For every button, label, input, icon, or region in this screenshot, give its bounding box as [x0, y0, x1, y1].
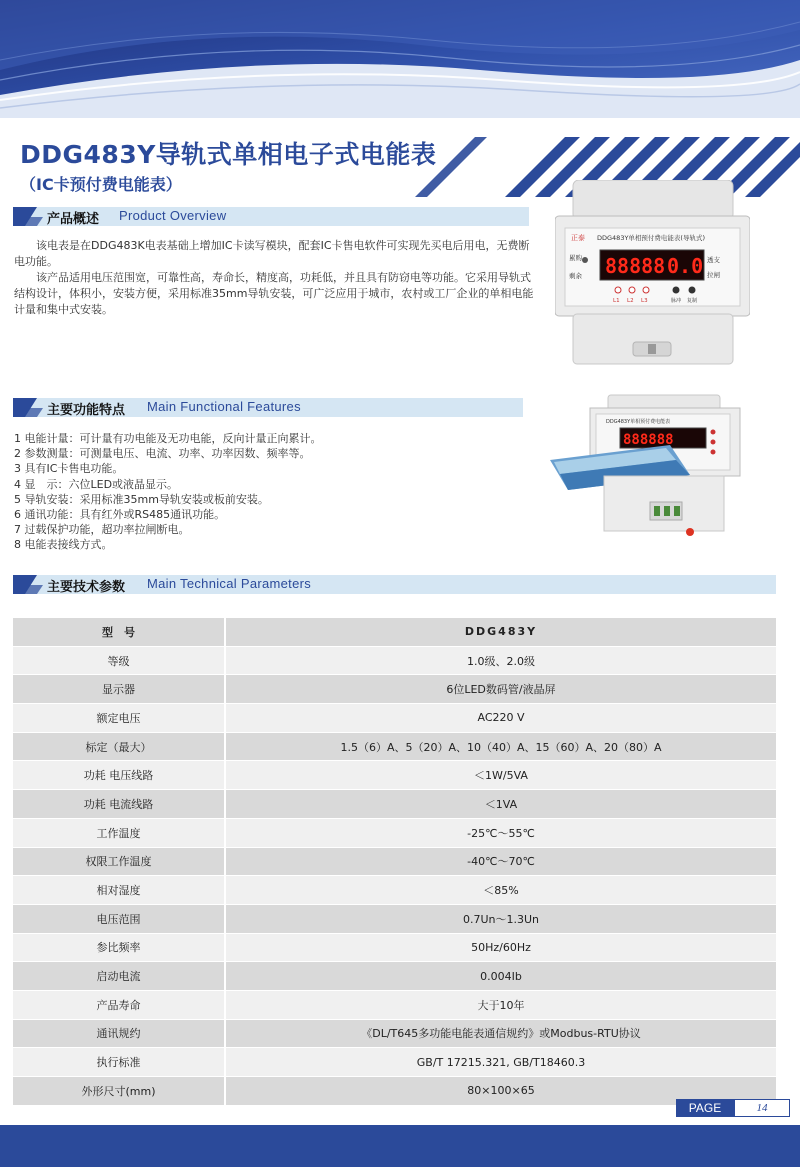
table-row: [13, 675, 776, 704]
meter-button-label: 复制: [687, 298, 698, 304]
page-subtitle: （IC卡预付费电能表）: [20, 175, 182, 194]
page-title: DDG483Y导轨式单相电子式电能表: [20, 140, 437, 169]
table-cell: ＜1W/5VA: [225, 761, 776, 790]
feature-item: 1 电能计量：可计量有功电能及无功电能，反向计量正向累计。: [14, 432, 322, 445]
table-cell: 产品寿命: [13, 990, 225, 1019]
meter-logo: 正泰: [571, 234, 585, 242]
table-row: [13, 761, 776, 790]
table-header-cell: DDG483Y: [225, 618, 776, 646]
table-cell: 0.004Ib: [225, 962, 776, 991]
table-row: [13, 1019, 776, 1048]
table-cell: 标定（最大）: [13, 732, 225, 761]
meter-led-label: L3: [641, 298, 648, 304]
meter-with-card-image: [550, 390, 775, 545]
table-cell: 50Hz/60Hz: [225, 933, 776, 962]
table-cell: 功耗 电压线路: [13, 761, 225, 790]
table-cell: 外形尺寸(mm): [13, 1077, 225, 1106]
section-marker-icon: [13, 398, 45, 417]
table-cell: ＜85%: [225, 876, 776, 905]
section-title-cn: 主要功能特点: [47, 403, 126, 418]
table-cell: 0.7Un～1.3Un: [225, 904, 776, 933]
meter-panel-title: DDG483Y单相预付费电能表(导轨式): [597, 234, 705, 242]
meter-label: 透支: [707, 256, 720, 264]
features-list: [14, 431, 534, 553]
table-cell: 《DL/T645多功能电能表通信规约》或Modbus-RTU协议: [225, 1019, 776, 1048]
table-row: [13, 933, 776, 962]
table-cell: 额定电压: [13, 704, 225, 733]
section-header-features: [13, 398, 523, 417]
meter-product-image: [555, 180, 750, 365]
meter-display-decimal: 0.0: [667, 254, 704, 278]
section-title-cn: 产品概述: [47, 212, 100, 227]
section-title-en: Main Functional Features: [147, 399, 301, 414]
meter-label: 拉闸: [707, 271, 720, 279]
table-cell: 1.5（6）A、5（20）A、10（40）A、15（60）A、20（80）A: [225, 732, 776, 761]
table-cell: 工作温度: [13, 818, 225, 847]
table-row: [13, 818, 776, 847]
table-cell: 80×100×65: [225, 1077, 776, 1106]
table-cell: 参比频率: [13, 933, 225, 962]
section-header-overview: [13, 207, 529, 226]
section-title-en: Main Technical Parameters: [147, 576, 312, 591]
table-row: [13, 646, 776, 675]
table-cell: AC220 V: [225, 704, 776, 733]
section-marker-icon: [13, 207, 45, 226]
table-cell: 6位LED数码管/液晶屏: [225, 675, 776, 704]
header-wave-banner: [0, 0, 800, 118]
table-row: [13, 904, 776, 933]
table-row: [13, 790, 776, 819]
meter2-display-digits: 888888: [623, 432, 674, 448]
table-cell: -40℃～70℃: [225, 847, 776, 876]
table-cell: 启动电流: [13, 962, 225, 991]
meter-button-label: 脉冲: [671, 298, 682, 304]
section-title-cn: 主要技术参数: [47, 580, 126, 595]
params-table: [13, 618, 776, 1106]
table-cell: 大于10年: [225, 990, 776, 1019]
meter2-panel-title: DDG483Y单相预付费电能表: [606, 419, 671, 425]
page-number: 14: [734, 1099, 790, 1117]
meter-label: 累购: [569, 254, 582, 262]
section-marker-icon: [13, 575, 45, 594]
meter-led-label: L1: [613, 298, 620, 304]
table-row: [13, 1048, 776, 1077]
feature-item: 5 导轨安装：采用标准35mm导轨安装或板前安装。: [14, 492, 269, 506]
table-header-cell: 型 号: [13, 618, 225, 646]
overview-paragraph: 该产品适用电压范围宽，可靠性高，寿命长，精度高，功耗低，并且具有防窃电等功能。它采用导轨式结构设计，体积小，安装方便，采用标准35mm导轨安装，可广泛应用于城市，农村或工厂企业的单相电能计量和集中式安装。: [14, 271, 534, 316]
table-cell: 权限工作温度: [13, 847, 225, 876]
meter-label: 剩余: [569, 272, 582, 280]
feature-item: 8 电能表接线方式。: [14, 538, 113, 552]
table-row: [13, 847, 776, 876]
table-row: [13, 876, 776, 905]
table-cell: -25℃～55℃: [225, 818, 776, 847]
feature-item: 6 通讯功能：具有红外或RS485通讯功能。: [14, 508, 226, 522]
meter-led-label: L2: [627, 298, 634, 304]
page-label: PAGE: [676, 1099, 734, 1117]
overview-text: [14, 238, 534, 318]
feature-item: 7 过载保护功能，超功率拉闸断电。: [14, 523, 190, 537]
feature-item: 2 参数测量：可测量电压、电流、功率、功率因数、频率等。: [14, 447, 311, 461]
section-header-params: [13, 575, 776, 594]
table-cell: 1.0级、2.0级: [225, 646, 776, 675]
section-title-en: Product Overview: [119, 208, 227, 223]
table-cell: 功耗 电流线路: [13, 790, 225, 819]
table-row: [13, 962, 776, 991]
table-header-row: [13, 618, 776, 646]
footer-band: [0, 1125, 800, 1167]
feature-item: 4 显 示：六位LED或液晶显示。: [14, 477, 179, 491]
overview-paragraph: 该电表是在DDG483K电表基础上增加IC卡读写模块，配套IC卡售电软件可实现先买电后用电，无费断电功能。: [14, 239, 530, 268]
table-row: [13, 704, 776, 733]
feature-item: 3 具有IC卡售电功能。: [14, 462, 124, 476]
meter-display-digits: 88888: [605, 254, 666, 278]
table-cell: 显示器: [13, 675, 225, 704]
table-row: [13, 732, 776, 761]
table-row: [13, 1077, 776, 1106]
table-cell: 执行标准: [13, 1048, 225, 1077]
table-row: [13, 990, 776, 1019]
title-block: [20, 140, 436, 195]
table-cell: 相对湿度: [13, 876, 225, 905]
table-cell: 电压范围: [13, 904, 225, 933]
table-cell: GB/T 17215.321, GB/T18460.3: [225, 1048, 776, 1077]
table-cell: 通讯规约: [13, 1019, 225, 1048]
table-cell: 等级: [13, 646, 225, 675]
table-cell: ＜1VA: [225, 790, 776, 819]
